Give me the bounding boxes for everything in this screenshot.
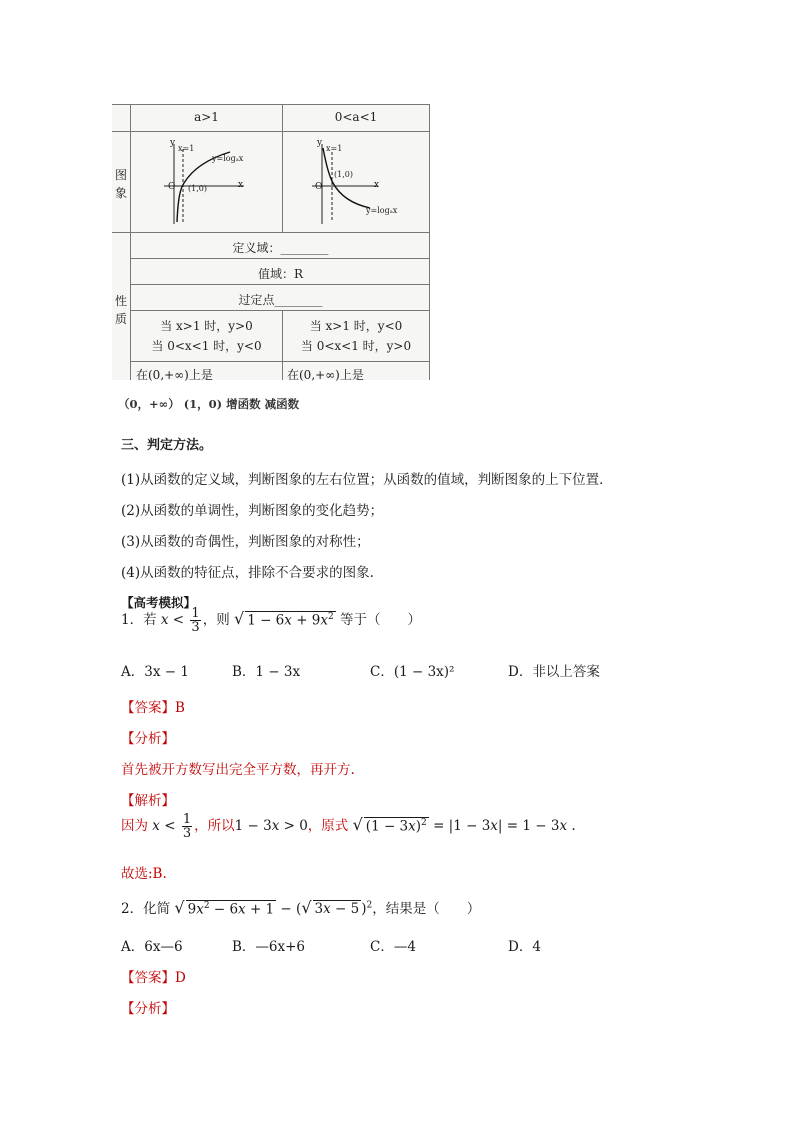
method-1: (1)从函数的定义域，判断图象的左右位置；从函数的值域，判断图象的上下位置．: [121, 472, 613, 488]
q1-var: x: [160, 612, 169, 628]
domain-row: 定义域：________: [232, 241, 329, 255]
row-label-image: 图 象: [114, 168, 127, 200]
sign2-line1: 当 x>1 时，y<0: [309, 319, 403, 333]
graph1-x1-label: x=1: [178, 144, 195, 153]
q2-option-b: B．—6x+6: [232, 939, 306, 955]
q1-suffix: 等于（ ）: [340, 612, 422, 628]
col1-header: a>1: [194, 110, 219, 124]
q1-solution-b: ，所以: [194, 818, 235, 834]
q2-prefix: 2．化简: [121, 901, 171, 917]
q1-radicand: $1 - 6x + 9x^2$: [247, 611, 334, 628]
log-function-table: [112, 104, 430, 380]
q2-option-a: A．6x—6: [121, 939, 183, 955]
method-3: (3)从函数的奇偶性，判断图象的对称性；: [121, 534, 370, 550]
fixed-point-row: 过定点________: [238, 293, 323, 307]
q1-solution: 因为 x < $\frac{1}{3}$ ，所以1 − 3x > 0，原式 √ $(1 - 3x)^2 = |1 - 3x| = 1 - 3x$ .: [121, 812, 576, 841]
q1-option-d: D．非以上答案: [508, 664, 600, 680]
mono2-row: 在(0,+∞)上是: [287, 368, 364, 382]
graph1-origin-label: O: [168, 182, 176, 192]
graph2-x1-label: x=1: [326, 144, 343, 153]
mono1-row: 在(0,+∞)上是: [136, 368, 213, 382]
row-label-properties: 性 质: [114, 294, 127, 326]
range-row: 值域：R: [257, 267, 304, 281]
exam-header: 【高考模拟】: [121, 595, 197, 610]
q2-option-d: D．4: [508, 939, 541, 955]
q2-radicand-2: 3x − 5: [314, 901, 360, 917]
q1-solution-a: 因为: [121, 818, 148, 834]
q1-prefix: 1．若: [121, 612, 157, 628]
q2-suffix: ，结果是（ ）: [372, 901, 481, 917]
q2-answer: 【答案】D: [121, 970, 186, 986]
q2-radicand-1: $9x^2 - 6x + 1$: [187, 900, 275, 917]
q2-option-c: C．—4: [370, 939, 416, 955]
sqrt-icon: √: [234, 609, 245, 628]
q1-fraction: $\frac{1}{3}$: [191, 606, 200, 635]
q1-analysis: 首先被开方数写出完全平方数，再开方.: [121, 762, 355, 778]
graph1-curve-label: y=logₐx: [212, 154, 244, 163]
q2-analysis-label: 【分析】: [121, 1001, 175, 1017]
graph2-curve-label: y=logₐx: [366, 206, 398, 215]
section-3-title: 三、判定方法。: [121, 438, 213, 453]
q1-answer: 【答案】B: [121, 700, 185, 716]
method-4: (4)从函数的特征点，排除不合要求的图象.: [121, 565, 374, 581]
q1-analysis-label: 【分析】: [121, 731, 175, 747]
q1-option-c: C．(1 − 3x)²: [370, 664, 455, 680]
q1-option-b: B．1 − 3x: [232, 664, 301, 680]
col2-header: 0<a<1: [334, 110, 378, 124]
q1-option-a: A．3x − 1: [121, 664, 189, 680]
method-2: (2)从函数的单调性，判断图象的变化趋势；: [121, 503, 384, 519]
graph2-origin-label: O: [315, 182, 323, 192]
q1-conclusion: 故选:B.: [121, 866, 167, 882]
graph2-y-label: y: [317, 138, 323, 148]
q2-stem: 2．化简 √ $9x^2 - 6x + 1$ − (√ 3x − 5 )$^2$，结果是（ ）: [121, 898, 481, 917]
sign2-line2: 当 0<x<1 时，y>0: [300, 339, 412, 353]
q1-stem: 1．若 x < $\frac{1}{3}$ ，则 √ $1 - 6x + 9x^2$ 等于（ ）: [121, 606, 422, 635]
q1-mid: ，则: [202, 612, 230, 628]
sign1-line1: 当 x>1 时，y>0: [160, 319, 253, 333]
graph1-point-label: (1,0): [188, 184, 207, 193]
graph1-y-label: y: [170, 138, 176, 148]
graph2-point-label: (1,0): [334, 170, 353, 179]
graph1-x-label: x: [238, 180, 244, 190]
q1-solution-label: 【解析】: [121, 793, 175, 809]
sqrt-icon: √: [301, 898, 312, 917]
sqrt-icon: √: [174, 898, 185, 917]
q1-solution-c: ，原式: [307, 818, 349, 834]
graph2-x-label: x: [374, 180, 380, 190]
table-answers-line: （0，+∞） (1，0) 增函数 减函数: [118, 397, 300, 411]
sign1-line2: 当 0<x<1 时，y<0: [151, 339, 262, 353]
